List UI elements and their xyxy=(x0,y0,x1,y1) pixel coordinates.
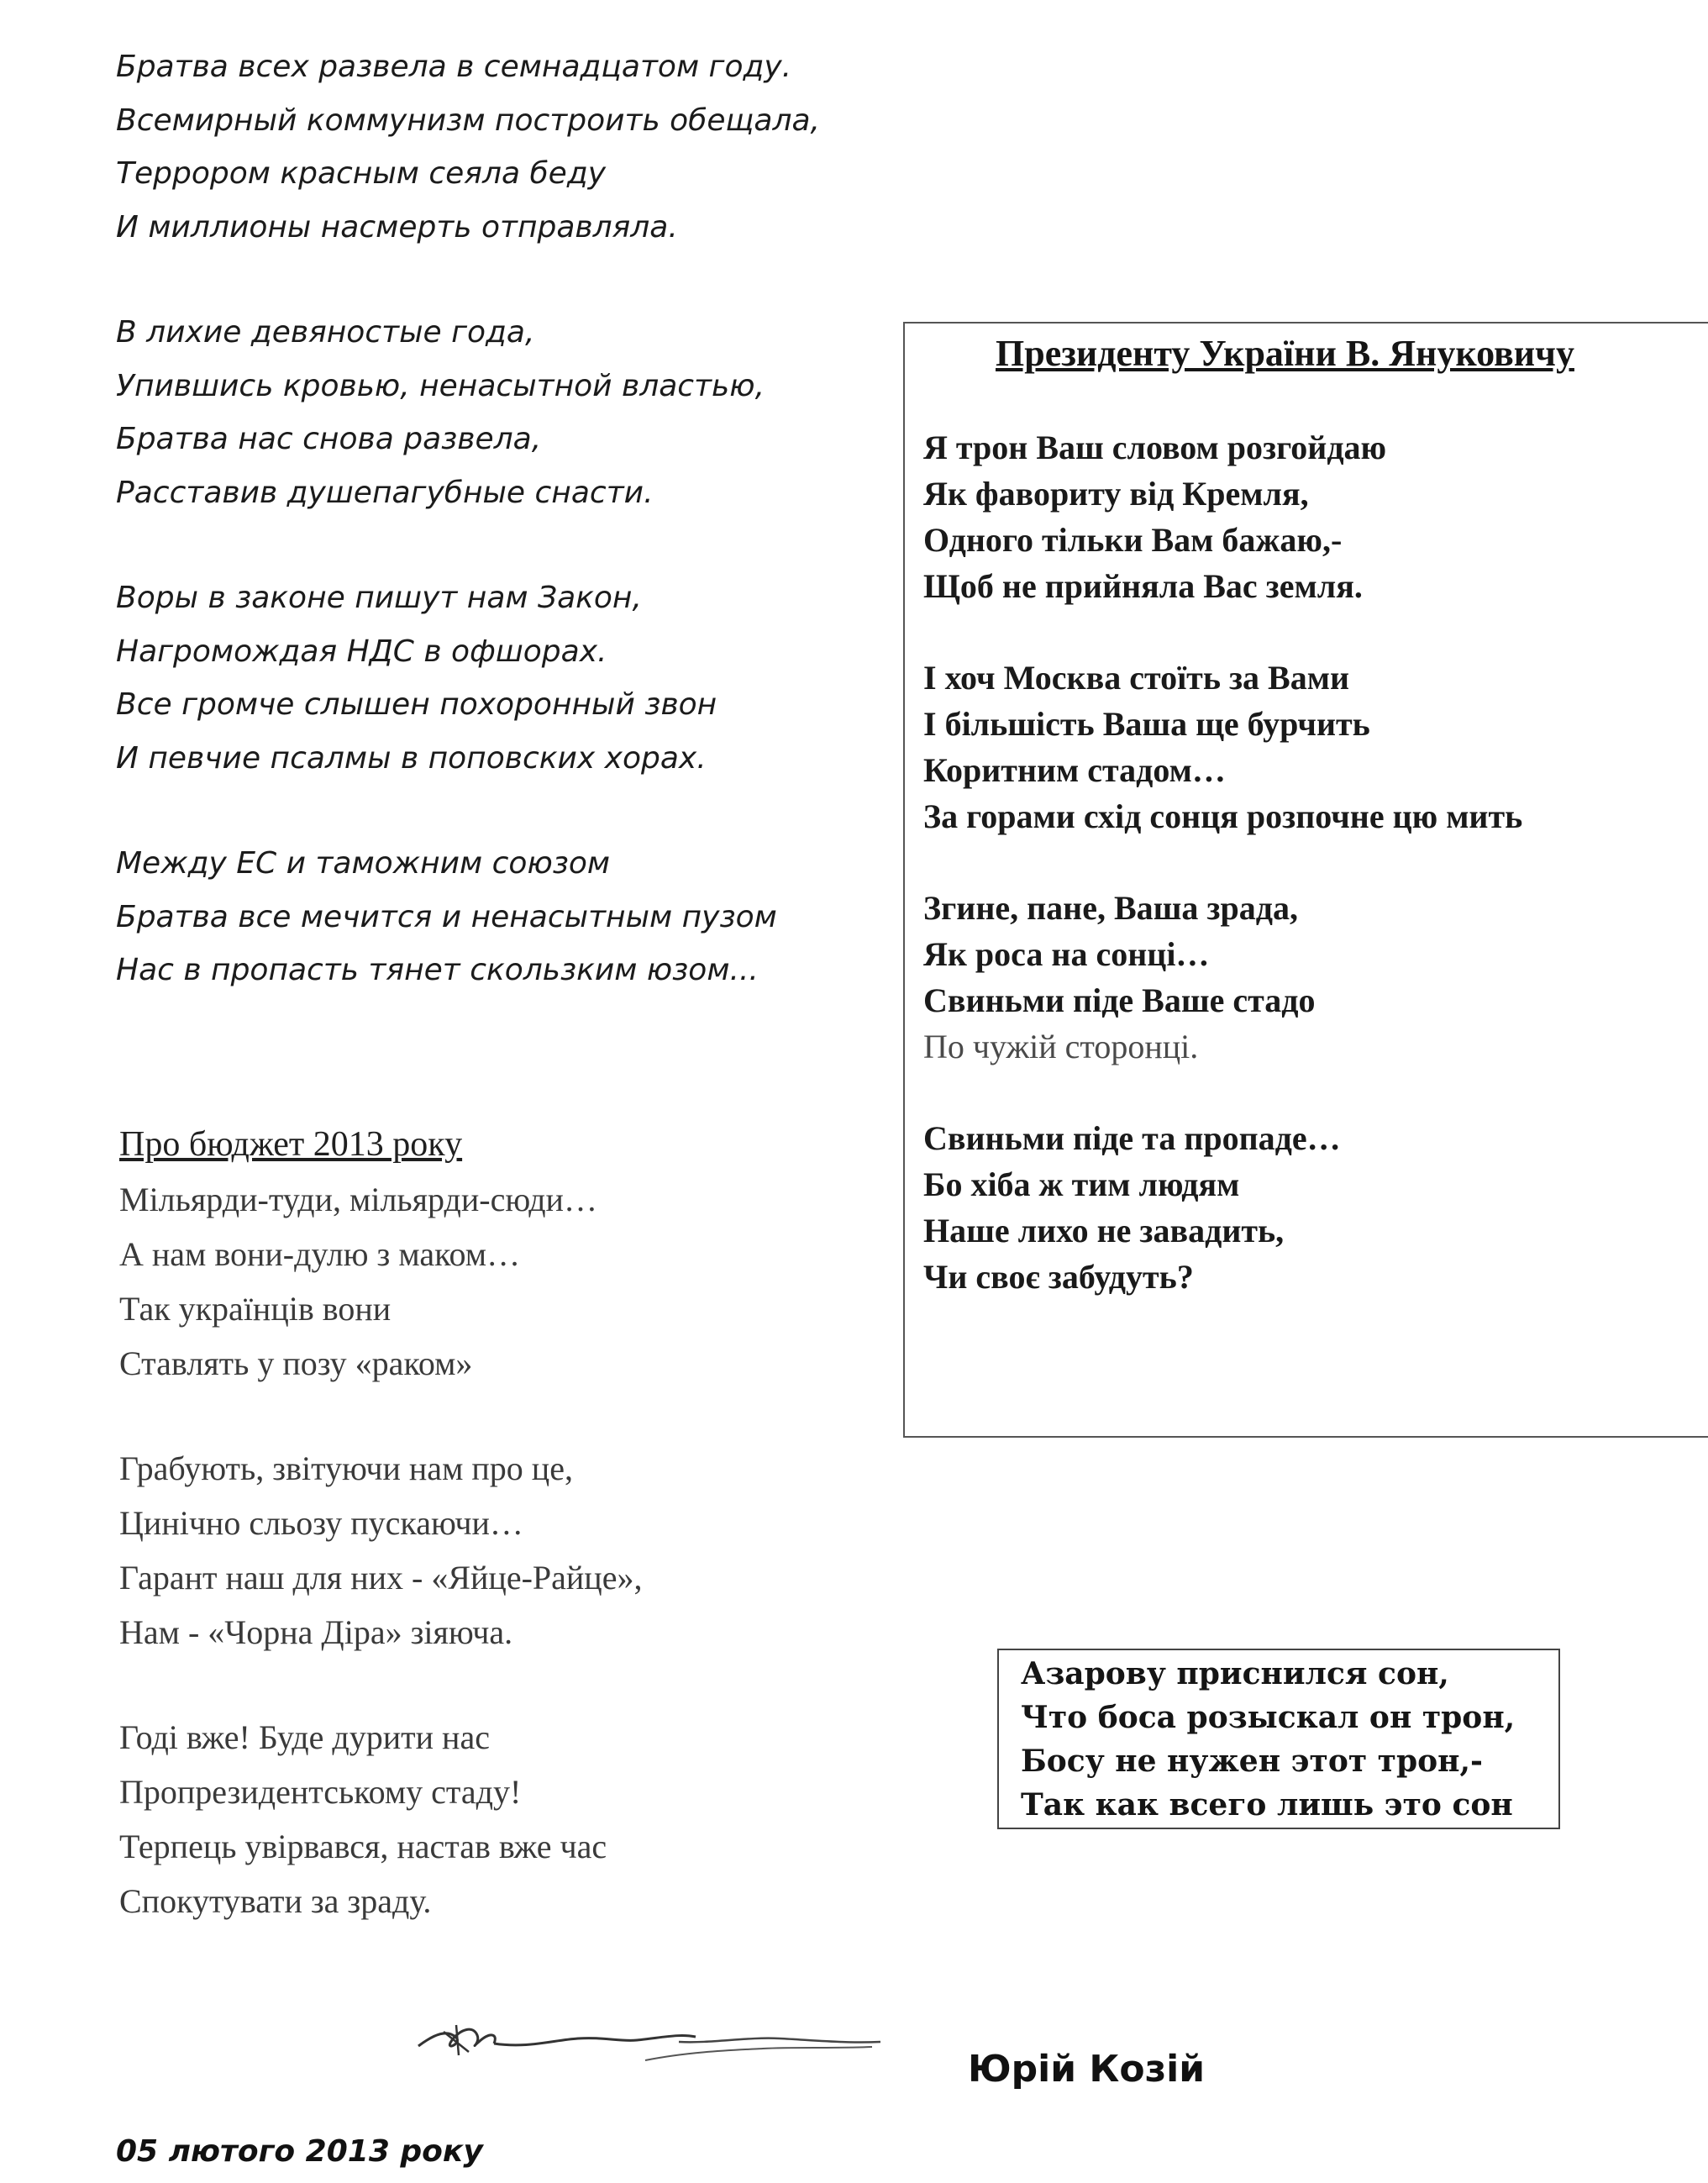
poem-line: Босу не нужен этот трон,- xyxy=(1021,1744,1483,1779)
stanza xyxy=(116,837,906,997)
poem-line: Упившись кровью, ненасытной властью, xyxy=(116,368,765,403)
poem-line: Воры в законе пишут нам Закон, xyxy=(116,581,642,615)
poem-line: Террором красным сеяла беду xyxy=(116,156,607,191)
poem-line: По чужій сторонці. xyxy=(923,1028,1199,1065)
poem-bratva xyxy=(116,40,906,1049)
poem-line: Чи своє забудуть? xyxy=(923,1258,1194,1296)
poem-line: Пропрезидентському стаду! xyxy=(119,1773,522,1811)
handwritten-signature xyxy=(410,2000,889,2092)
stanza xyxy=(923,885,1696,1070)
poem-line: Терпець увірвався, настав вже час xyxy=(119,1828,607,1865)
stanza xyxy=(923,1115,1696,1300)
stanza xyxy=(119,1441,875,1660)
poem-line: Всемирный коммунизм построить обещала, xyxy=(116,103,821,138)
poem-line: А нам вони-дулю з маком… xyxy=(119,1235,521,1273)
poem-line: І хоч Москва стоїть за Вами xyxy=(923,659,1350,697)
poem-azarov-box xyxy=(997,1649,1560,1829)
poem-line: Згине, пане, Ваша зрада, xyxy=(923,889,1298,927)
poem-line: Братва нас снова развела, xyxy=(116,422,542,456)
poem-budget xyxy=(119,1118,875,1979)
poem-line: Мільярди-туди, мільярди-сюди… xyxy=(119,1181,597,1218)
poem-line: Нам - «Чорна Діра» зіяюча. xyxy=(119,1613,513,1651)
poem-line: За горами схід сонця розпочне цю мить xyxy=(923,797,1523,835)
poem-line: Братва всех развела в семнадцатом году. xyxy=(116,50,792,84)
poem-line: Все громче слышен похоронный звон xyxy=(116,687,717,722)
poem-president-box xyxy=(903,322,1708,1438)
poem-line: Свиньми піде та пропаде… xyxy=(923,1119,1341,1157)
poem-line: І більшість Ваша ще бурчить xyxy=(923,705,1370,743)
poem-line: Гарант наш для них - «Яйце-Райце», xyxy=(119,1559,643,1596)
poem-line: Як роса на сонці… xyxy=(923,935,1210,973)
poem-line: Свиньми піде Ваше стадо xyxy=(923,981,1316,1019)
poem-title: Президенту України В. Януковичу xyxy=(996,333,1574,374)
stanza xyxy=(116,40,906,254)
poem-title: Про бюджет 2013 року xyxy=(119,1125,463,1164)
poem-line: И миллионы насмерть отправляла. xyxy=(116,209,678,245)
poem-line: Азарову приснился сон, xyxy=(1021,1656,1449,1691)
poem-line: Грабують, звітуючи нам про це, xyxy=(119,1449,573,1487)
poem-line: Братва все мечится и ненасытным пузом xyxy=(116,899,777,934)
poem-line: Расставив душепагубные снасти. xyxy=(116,475,654,510)
poem-line: Годі вже! Буде дурити нас xyxy=(119,1718,490,1756)
stanza xyxy=(119,1172,875,1391)
stanza xyxy=(119,1710,875,1928)
poem-line: Щоб не прийняла Вас земля. xyxy=(923,567,1363,605)
poem-line: Спокутувати за зраду. xyxy=(119,1882,432,1920)
poem-line: Наше лихо не завадить, xyxy=(923,1212,1285,1249)
poem-line: Что боса розыскал он трон, xyxy=(1021,1700,1516,1735)
stanza xyxy=(116,571,906,785)
poem-line: И певчие псалмы в поповских хорах. xyxy=(116,740,707,776)
poem-line: Нас в пропасть тянет скользким юзом... xyxy=(116,953,759,987)
poem-line: Одного тільки Вам бажаю,- xyxy=(923,521,1343,559)
poem-line: Между ЕС и таможним союзом xyxy=(116,846,611,881)
poem-line: Я трон Ваш словом розгойдаю xyxy=(923,429,1387,466)
document-date: 05 лютого 2013 року xyxy=(116,2134,483,2169)
poem-line: Нагромождая НДС в офшорах. xyxy=(116,634,607,669)
stanza xyxy=(923,655,1696,839)
poem-body xyxy=(923,424,1696,1345)
author-name: Юрій Козій xyxy=(968,2048,1206,2091)
poem-line: Так українців вони xyxy=(119,1290,392,1328)
poem-line: Коритним стадом… xyxy=(923,751,1226,789)
poem-line: Бо хіба ж тим людям xyxy=(923,1165,1240,1203)
poem-line: В лихие девяностые года, xyxy=(116,315,535,350)
stanza xyxy=(923,424,1696,609)
poem-line: Ставлять у позу «раком» xyxy=(119,1344,473,1382)
stanza xyxy=(116,306,906,519)
poem-line: Так как всего лишь это сон xyxy=(1021,1787,1513,1823)
poem-line: Як фавориту від Кремля, xyxy=(923,475,1309,513)
poem-line: Цинічно сльозу пускаючи… xyxy=(119,1504,523,1542)
